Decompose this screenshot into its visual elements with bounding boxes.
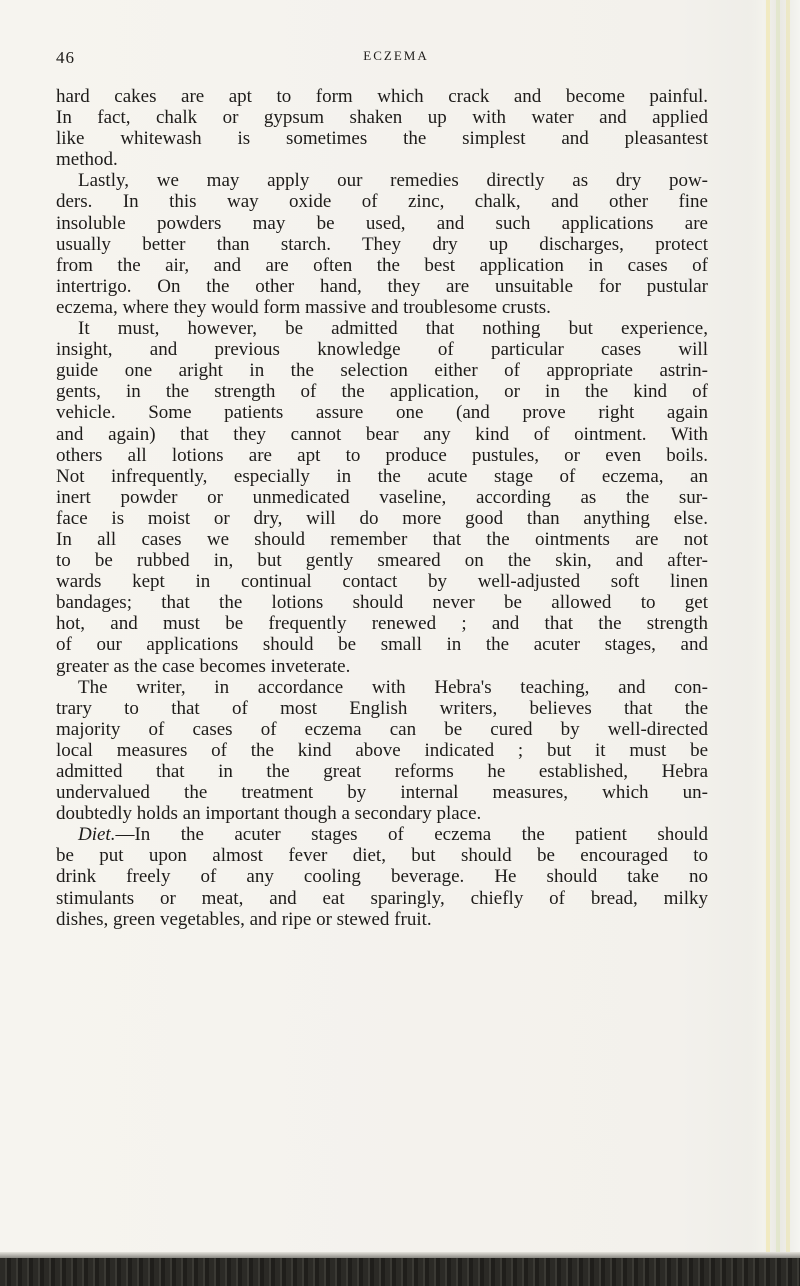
page-edge-stripe [776,0,780,1286]
text-line: eczema, where they would form massive and troublesome crusts. [56,296,551,318]
text-line: hard cakes are apt to form which crack and become painful. [56,86,708,107]
text-line: to be rubbed in, but gently smeared on the skin, and after- [56,550,708,572]
text-line: local measures of the kind above indicated ; but it must be [56,739,708,761]
text-line: wards kept in continual contact by well-adjusted soft linen [56,571,708,593]
text-line: hot, and must be frequently renewed ; and that the strength [56,613,708,635]
text-line: In fact, chalk or gypsum shaken up with water and applied [56,107,708,129]
text-line: like whitewash is sometimes the simplest and pleasantest [56,128,708,150]
text-line: intertrigo. On the other hand, they are unsuitable for pustular [56,275,708,297]
text-line: Diet.—In the acuter stages of eczema the patient should [78,824,708,846]
text-line: inert powder or unmedicated vaseline, according as the sur- [56,486,708,508]
text-line: bandages; that the lotions should never be allowed to get [56,592,708,614]
text-line: undervalued the treatment by internal measures, which un- [56,782,708,804]
text-line: The writer, in accordance with Hebra's teaching, and con- [78,676,708,698]
text-line: method. [56,149,118,171]
text-line: insoluble powders may be used, and such applications are [56,212,708,234]
text-line: drink freely of any cooling beverage. He should take no [56,866,708,888]
text-line: others all lotions are apt to produce pustules, or even boils. [56,444,708,466]
text-line: admitted that in the great reforms he established, Hebra [56,761,708,782]
text-line: dishes, green vegetables, and ripe or stewed fruit. [56,908,432,930]
text-line: majority of cases of eczema can be cured by well-directed [56,718,708,740]
text-line: Lastly, we may apply our remedies directly as dry pow- [78,170,708,192]
text-line: from the air, and are often the best application in cases of [56,254,708,276]
text-line: gents, in the strength of the application, or in the kind of [56,381,708,403]
running-title: ECZEMA [363,48,429,63]
text-line: In all cases we should remember that the ointments are not [56,528,708,550]
page-edge-right [748,0,800,1286]
running-head [56,48,736,76]
page-edge-stripe [786,0,790,1286]
text-line: ders. In this way oxide of zinc, chalk, and other fine [56,191,708,213]
text-line: insight, and previous knowledge of particular cases will [56,339,708,361]
body-text [56,86,708,930]
text-line: usually better than starch. They dry up discharges, protect [56,233,708,255]
page-number: 46 [56,48,75,67]
text-line: vehicle. Some patients assure one (and prove right again [56,402,708,424]
text-line: of our applications should be small in the acuter stages, and [56,634,708,656]
text-line: It must, however, be admitted that nothing but experience, [78,318,708,340]
text-line: stimulants or meat, and eat sparingly, chiefly of bread, milky [56,887,708,909]
text-line: Not infrequently, especially in the acute stage of eczema, an [56,465,708,487]
text-line: greater as the case becomes inveterate. [56,655,351,677]
text-line: and again) that they cannot bear any kind of ointment. With [56,423,708,445]
text-line: trary to that of most English writers, believes that the [56,697,708,719]
text-line: face is moist or dry, will do more good than anything else. [56,507,708,529]
page-edge-bottom [0,1258,800,1286]
page-edge-stripe [766,0,770,1286]
section-heading-diet: Diet. [78,824,116,846]
text-line: guide one aright in the selection either of appropriate astrin- [56,360,708,382]
text-line: be put upon almost fever diet, but should be encouraged to [56,845,708,867]
text-line: doubtedly holds an important though a secondary place. [56,803,482,825]
